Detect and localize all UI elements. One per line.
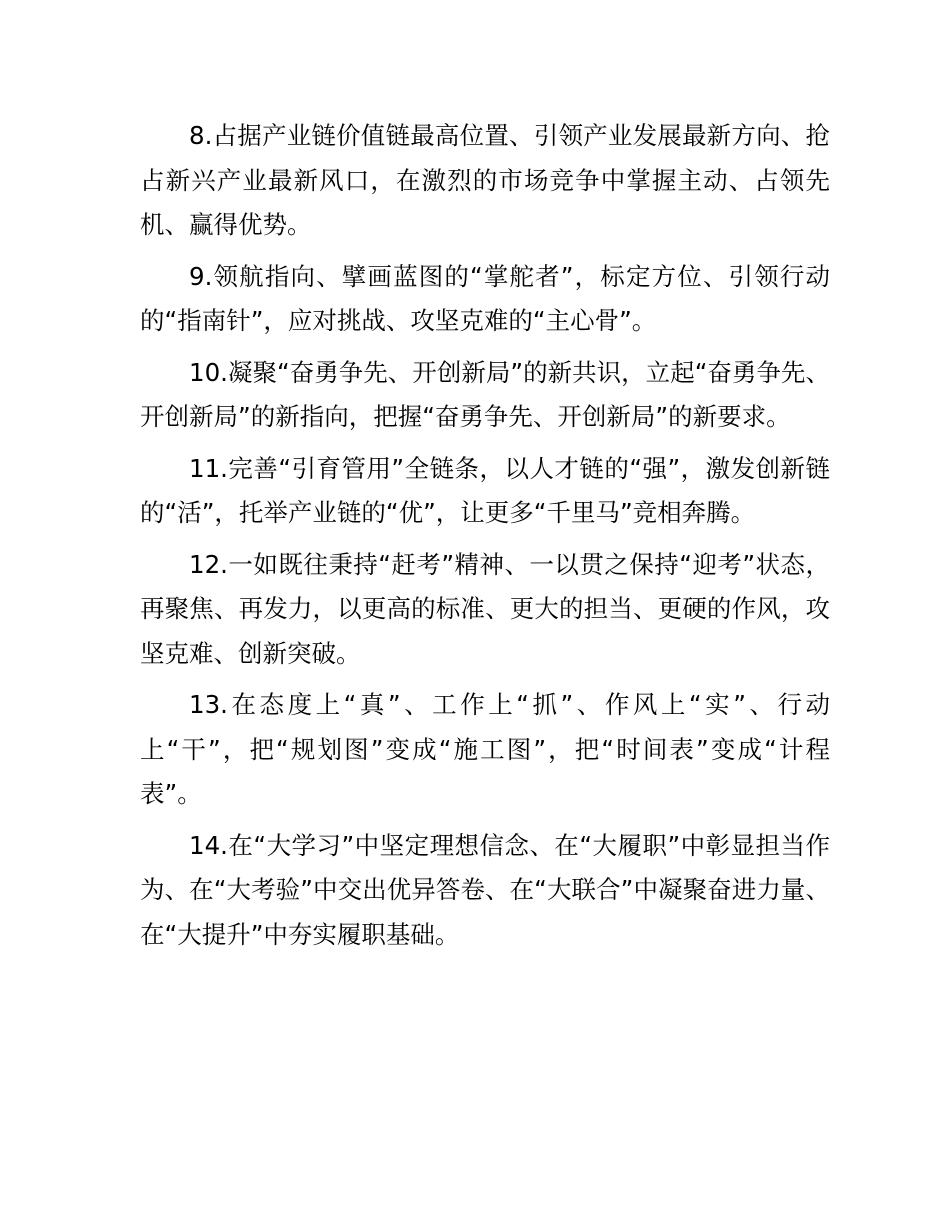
paragraph-9: 9.领航指向、擘画蓝图的“掌舵者”，标定方位、引领行动的“指南针”，应对挑战、攻坚克难的“主心骨”。: [140, 261, 830, 335]
paragraph-11: 11.完善“引育管用”全链条，以人才链的“强”，激发创新链的“活”，托举产业链的“优”，让更多“千里马”竞相奔腾。: [140, 453, 830, 527]
document-body: [140, 114, 830, 964]
paragraph-10: 10.凝聚“奋勇争先、开创新局”的新共识，立起“奋勇争先、开创新局”的新指向，把握“奋勇争先、开创新局”的新要求。: [140, 357, 830, 431]
paragraph-12: 12.一如既往秉持“赶考”精神、一以贯之保持“迎考”状态，再聚焦、再发力，以更高的标准、更大的担当、更硬的作风，攻坚克难、创新突破。: [140, 549, 830, 668]
paragraph-14: 14.在“大学习”中坚定理想信念、在“大履职”中彰显担当作为、在“大考验”中交出优异答卷、在“大联合”中凝聚奋进力量、在“大提升”中夯实履职基础。: [140, 830, 830, 949]
paragraph-8: 8.占据产业链价值链最高位置、引领产业发展最新方向、抢占新兴产业最新风口，在激烈的市场竞争中掌握主动、占领先机、赢得优势。: [140, 121, 830, 239]
paragraph-13: 13.在态度上“真”、工作上“抓”、作风上“实”、行动上“干”，把“规划图”变成“施工图”，把“时间表”变成“计程表”。: [140, 690, 830, 808]
